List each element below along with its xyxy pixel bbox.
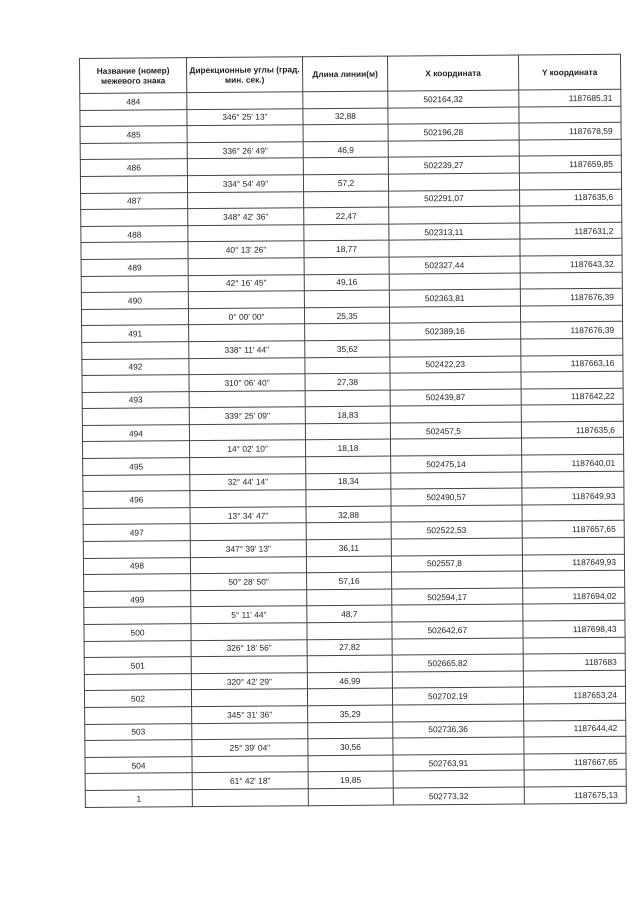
blank-cell (191, 623, 307, 641)
point-name: 491 (82, 325, 189, 342)
blank-cell (304, 257, 389, 274)
y-coordinate: 1187698,43 (523, 620, 625, 637)
line-length: 32,88 (303, 108, 388, 125)
blank-cell (390, 339, 521, 357)
point-name: 488 (81, 225, 188, 242)
direction-angle: 336° 26' 49" (187, 142, 303, 160)
blank-cell (391, 439, 522, 457)
point-name: 500 (84, 624, 191, 641)
blank-cell (192, 789, 308, 807)
point-name: 498 (83, 557, 190, 574)
blank-cell (82, 408, 189, 425)
blank-cell (519, 106, 621, 123)
x-coordinate: 502665,82 (392, 654, 523, 672)
x-coordinate: 502439,87 (390, 389, 521, 407)
blank-cell (83, 474, 190, 491)
point-name: 504 (85, 756, 192, 773)
blank-cell (190, 457, 306, 475)
y-coordinate: 1187675,13 (524, 786, 626, 803)
y-coordinate: 1187649,93 (522, 487, 624, 504)
blank-cell (190, 523, 306, 541)
blank-cell (392, 671, 523, 689)
direction-angle: 0° 00' 00" (188, 307, 304, 325)
line-length: 27,82 (307, 639, 392, 656)
blank-cell (522, 438, 624, 455)
blank-cell (191, 590, 307, 608)
blank-cell (188, 258, 304, 276)
point-name: 489 (81, 259, 188, 276)
point-name: 495 (83, 458, 190, 475)
y-coordinate: 1187685,31 (519, 89, 621, 106)
blank-cell (308, 788, 393, 805)
point-name: 497 (83, 524, 190, 541)
line-length: 35,62 (305, 340, 390, 357)
blank-cell (81, 209, 188, 226)
blank-cell (392, 604, 523, 622)
x-coordinate: 502164,32 (388, 90, 519, 108)
blank-cell (393, 770, 524, 788)
y-coordinate: 1187659,85 (519, 156, 621, 173)
blank-cell (390, 372, 521, 390)
blank-cell (524, 703, 626, 720)
blank-cell (389, 306, 520, 324)
blank-cell (388, 107, 519, 125)
blank-cell (81, 242, 188, 259)
line-length: 18,77 (304, 240, 389, 257)
blank-cell (191, 689, 307, 707)
table-body (80, 89, 627, 807)
direction-angle: 334° 54' 49" (187, 175, 303, 193)
blank-cell (190, 556, 306, 574)
blank-cell (305, 323, 390, 340)
blank-cell (304, 224, 389, 241)
line-length: 30,56 (308, 738, 393, 755)
y-coordinate: 1187667,65 (524, 753, 626, 770)
direction-angle: 14° 02' 10" (190, 440, 306, 458)
x-coordinate: 502475,14 (391, 455, 522, 473)
point-name: 486 (80, 159, 187, 176)
direction-angle: 338° 11' 44" (189, 341, 305, 359)
blank-cell (307, 688, 392, 705)
y-coordinate: 1187644,42 (524, 720, 626, 737)
direction-angle: 13° 34' 47" (190, 507, 306, 525)
point-name: 490 (81, 292, 188, 309)
line-length: 46,9 (303, 141, 388, 158)
x-coordinate: 502457,5 (390, 422, 521, 440)
x-coordinate: 502196,28 (388, 123, 519, 141)
line-length: 57,2 (303, 174, 388, 191)
blank-cell (388, 173, 519, 191)
x-coordinate: 502422,23 (390, 356, 521, 374)
blank-cell (303, 157, 388, 174)
point-name: 503 (85, 723, 192, 740)
blank-cell (391, 538, 522, 556)
x-coordinate: 502291,07 (389, 190, 520, 208)
blank-cell (307, 622, 392, 639)
blank-cell (305, 423, 390, 440)
y-coordinate: 1187642,22 (521, 388, 623, 405)
blank-cell (522, 537, 624, 554)
blank-cell (519, 139, 621, 156)
direction-angle: 25° 39' 04" (192, 739, 308, 757)
blank-cell (521, 371, 623, 388)
point-name: 487 (81, 192, 188, 209)
blank-cell (306, 489, 391, 506)
blank-cell (85, 773, 192, 790)
blank-cell (522, 471, 624, 488)
blank-cell (81, 308, 188, 325)
blank-cell (82, 342, 189, 359)
blank-cell (82, 375, 189, 392)
blank-cell (393, 704, 524, 722)
header-row (80, 54, 621, 93)
x-coordinate: 502773,32 (393, 787, 524, 805)
y-coordinate: 1187694,02 (523, 587, 625, 604)
y-coordinate: 1187653,24 (523, 687, 625, 704)
x-coordinate: 502642,67 (392, 621, 523, 639)
blank-cell (189, 424, 305, 442)
point-name: 501 (84, 657, 191, 674)
y-coordinate: 1187649,93 (522, 554, 624, 571)
blank-cell (190, 490, 306, 508)
blank-cell (192, 722, 308, 740)
blank-cell (522, 504, 624, 521)
blank-cell (80, 142, 187, 159)
y-coordinate: 1187640,01 (522, 454, 624, 471)
blank-cell (303, 91, 388, 108)
blank-cell (523, 604, 625, 621)
point-name: 484 (80, 93, 187, 110)
blank-cell (84, 607, 191, 624)
blank-cell (523, 637, 625, 654)
blank-cell (391, 505, 522, 523)
direction-angle: 42° 16' 45" (188, 274, 304, 292)
point-name: 493 (82, 391, 189, 408)
table-row (85, 786, 626, 807)
blank-cell (189, 357, 305, 375)
y-coordinate: 1187643,32 (520, 255, 622, 272)
blank-cell (393, 737, 524, 755)
point-name: 485 (80, 126, 187, 143)
blank-cell (390, 405, 521, 423)
line-length: 48,7 (307, 605, 392, 622)
line-length: 36,11 (306, 539, 391, 556)
x-coordinate: 502363,81 (389, 289, 520, 307)
blank-cell (391, 472, 522, 490)
direction-angle: 339° 25' 09" (189, 407, 305, 425)
direction-angle: 40° 13' 26" (188, 241, 304, 259)
direction-angle: 320° 42' 29" (191, 673, 307, 691)
x-coordinate: 502702,19 (392, 687, 523, 705)
blank-cell (523, 570, 625, 587)
point-name: 1 (85, 790, 192, 807)
blank-cell (84, 574, 191, 591)
blank-cell (304, 191, 389, 208)
direction-angle: 32° 44' 14" (190, 473, 306, 491)
blank-cell (189, 324, 305, 342)
header-length: Длина линии(м) (302, 56, 387, 92)
y-coordinate: 1187683 (523, 653, 625, 670)
x-coordinate: 502594,17 (392, 588, 523, 606)
direction-angle: 61° 42' 18" (192, 772, 308, 790)
blank-cell (84, 673, 191, 690)
y-coordinate: 1187676,39 (521, 322, 623, 339)
line-length: 22,47 (304, 207, 389, 224)
blank-cell (308, 722, 393, 739)
blank-cell (389, 206, 520, 224)
blank-cell (524, 770, 626, 787)
point-name: 502 (84, 690, 191, 707)
point-name: 496 (83, 491, 190, 508)
x-coordinate: 502763,91 (393, 754, 524, 772)
blank-cell (187, 158, 303, 176)
line-length: 18,18 (306, 440, 391, 457)
header-angle: Дирекционные углы (град. мин. сек.) (187, 57, 303, 93)
direction-angle: 50° 28' 50" (191, 573, 307, 591)
blank-cell (83, 541, 190, 558)
x-coordinate: 502736,36 (393, 721, 524, 739)
blank-cell (389, 239, 520, 257)
point-name: 499 (84, 590, 191, 607)
blank-cell (392, 638, 523, 656)
coordinates-sheet (79, 54, 626, 802)
line-length: 49,16 (304, 274, 389, 291)
y-coordinate: 1187676,39 (520, 288, 622, 305)
blank-cell (389, 273, 520, 291)
line-length: 27,38 (305, 373, 390, 390)
y-coordinate: 1187657,65 (522, 521, 624, 538)
blank-cell (520, 205, 622, 222)
y-coordinate: 1187635,6 (521, 421, 623, 438)
blank-cell (80, 176, 187, 193)
blank-cell (306, 523, 391, 540)
blank-cell (308, 755, 393, 772)
blank-cell (80, 109, 187, 126)
x-coordinate: 502389,16 (390, 322, 521, 340)
blank-cell (307, 589, 392, 606)
header-y: Y координата (518, 54, 620, 90)
x-coordinate: 502327,44 (389, 256, 520, 274)
blank-cell (84, 640, 191, 657)
line-length: 18,34 (306, 473, 391, 490)
y-coordinate: 1187631,2 (520, 222, 622, 239)
blank-cell (305, 357, 390, 374)
x-coordinate: 502557,8 (391, 555, 522, 573)
blank-cell (520, 239, 622, 256)
line-length: 35,29 (308, 705, 393, 722)
direction-angle: 345° 31' 36" (192, 706, 308, 724)
boundary-coordinates-table (79, 54, 627, 808)
blank-cell (524, 736, 626, 753)
line-length: 25,35 (304, 307, 389, 324)
x-coordinate: 502239,27 (388, 156, 519, 174)
blank-cell (81, 275, 188, 292)
blank-cell (192, 755, 308, 773)
blank-cell (388, 140, 519, 158)
blank-cell (188, 291, 304, 309)
x-coordinate: 502522,53 (391, 521, 522, 539)
x-coordinate: 502490,57 (391, 488, 522, 506)
blank-cell (189, 390, 305, 408)
blank-cell (306, 556, 391, 573)
header-x: X координата (387, 55, 518, 91)
y-coordinate: 1187635,6 (520, 189, 622, 206)
blank-cell (520, 305, 622, 322)
blank-cell (519, 172, 621, 189)
line-length: 32,88 (306, 506, 391, 523)
blank-cell (188, 224, 304, 242)
direction-angle: 346° 25' 13" (187, 108, 303, 126)
blank-cell (187, 92, 303, 110)
blank-cell (188, 191, 304, 209)
blank-cell (305, 390, 390, 407)
blank-cell (85, 740, 192, 757)
blank-cell (187, 125, 303, 143)
direction-angle: 347° 39' 13" (190, 540, 306, 558)
line-length: 19,85 (308, 771, 393, 788)
point-name: 492 (82, 358, 189, 375)
header-name: Название (номер) межевого знака (80, 58, 187, 94)
blank-cell (521, 405, 623, 422)
blank-cell (83, 441, 190, 458)
blank-cell (307, 655, 392, 672)
y-coordinate: 1187663,16 (521, 355, 623, 372)
blank-cell (85, 707, 192, 724)
x-coordinate: 502313,11 (389, 223, 520, 241)
direction-angle: 5° 11' 44" (191, 606, 307, 624)
direction-angle: 348° 42' 36" (188, 208, 304, 226)
blank-cell (306, 456, 391, 473)
blank-cell (521, 338, 623, 355)
blank-cell (191, 656, 307, 674)
blank-cell (303, 124, 388, 141)
line-length: 18,83 (305, 406, 390, 423)
blank-cell (83, 507, 190, 524)
blank-cell (520, 272, 622, 289)
direction-angle: 326° 18' 56" (191, 639, 307, 657)
direction-angle: 310° 06' 40" (189, 374, 305, 392)
point-name: 494 (82, 425, 189, 442)
y-coordinate: 1187678,59 (519, 122, 621, 139)
blank-cell (304, 290, 389, 307)
blank-cell (523, 670, 625, 687)
line-length: 57,16 (307, 572, 392, 589)
blank-cell (392, 571, 523, 589)
line-length: 46,99 (307, 672, 392, 689)
